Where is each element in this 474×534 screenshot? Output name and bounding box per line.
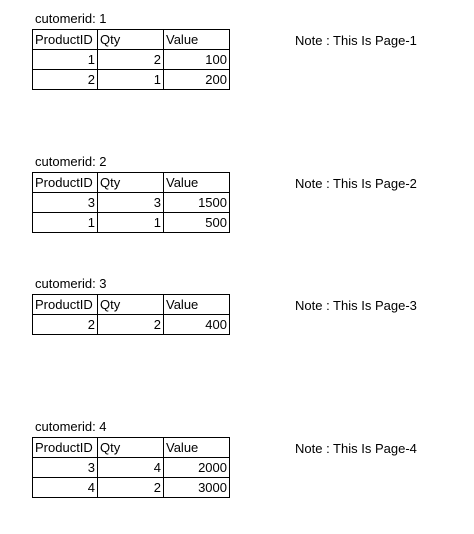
orders-table (32, 172, 230, 233)
header-product-id: ProductID (33, 295, 98, 315)
orders-table (32, 29, 230, 90)
table-row (33, 315, 230, 335)
cell-value: 1500 (164, 193, 230, 213)
cell-value: 100 (164, 50, 230, 70)
page-note: Note : This Is Page-2 (295, 176, 417, 191)
table-row (33, 213, 230, 233)
customer-label: cutomerid: 1 (35, 11, 107, 26)
orders-table (32, 437, 230, 498)
table-header-row (33, 173, 230, 193)
page-note: Note : This Is Page-1 (295, 33, 417, 48)
customer-label: cutomerid: 2 (35, 154, 107, 169)
orders-table (32, 294, 230, 335)
cell-qty: 1 (98, 70, 164, 90)
page-note: Note : This Is Page-3 (295, 298, 417, 313)
table-row (33, 70, 230, 90)
cell-product-id: 2 (33, 315, 98, 335)
header-product-id: ProductID (33, 30, 98, 50)
table-row (33, 50, 230, 70)
table-header-row (33, 30, 230, 50)
cell-product-id: 3 (33, 193, 98, 213)
table-header-row (33, 295, 230, 315)
header-qty: Qty (98, 30, 164, 50)
header-value: Value (164, 30, 230, 50)
header-product-id: ProductID (33, 173, 98, 193)
table-row (33, 193, 230, 213)
cell-qty: 3 (98, 193, 164, 213)
header-value: Value (164, 295, 230, 315)
cell-value: 500 (164, 213, 230, 233)
cell-qty: 2 (98, 478, 164, 498)
header-product-id: ProductID (33, 438, 98, 458)
cell-value: 400 (164, 315, 230, 335)
cell-qty: 1 (98, 213, 164, 233)
header-qty: Qty (98, 438, 164, 458)
header-qty: Qty (98, 295, 164, 315)
header-value: Value (164, 173, 230, 193)
header-value: Value (164, 438, 230, 458)
cell-product-id: 3 (33, 458, 98, 478)
cell-value: 200 (164, 70, 230, 90)
cell-product-id: 4 (33, 478, 98, 498)
cell-value: 3000 (164, 478, 230, 498)
customer-label: cutomerid: 3 (35, 276, 107, 291)
cell-product-id: 2 (33, 70, 98, 90)
table-row (33, 478, 230, 498)
cell-value: 2000 (164, 458, 230, 478)
table-row (33, 458, 230, 478)
customer-label: cutomerid: 4 (35, 419, 107, 434)
cell-qty: 2 (98, 315, 164, 335)
cell-product-id: 1 (33, 50, 98, 70)
table-header-row (33, 438, 230, 458)
cell-qty: 4 (98, 458, 164, 478)
cell-qty: 2 (98, 50, 164, 70)
cell-product-id: 1 (33, 213, 98, 233)
header-qty: Qty (98, 173, 164, 193)
page-note: Note : This Is Page-4 (295, 441, 417, 456)
